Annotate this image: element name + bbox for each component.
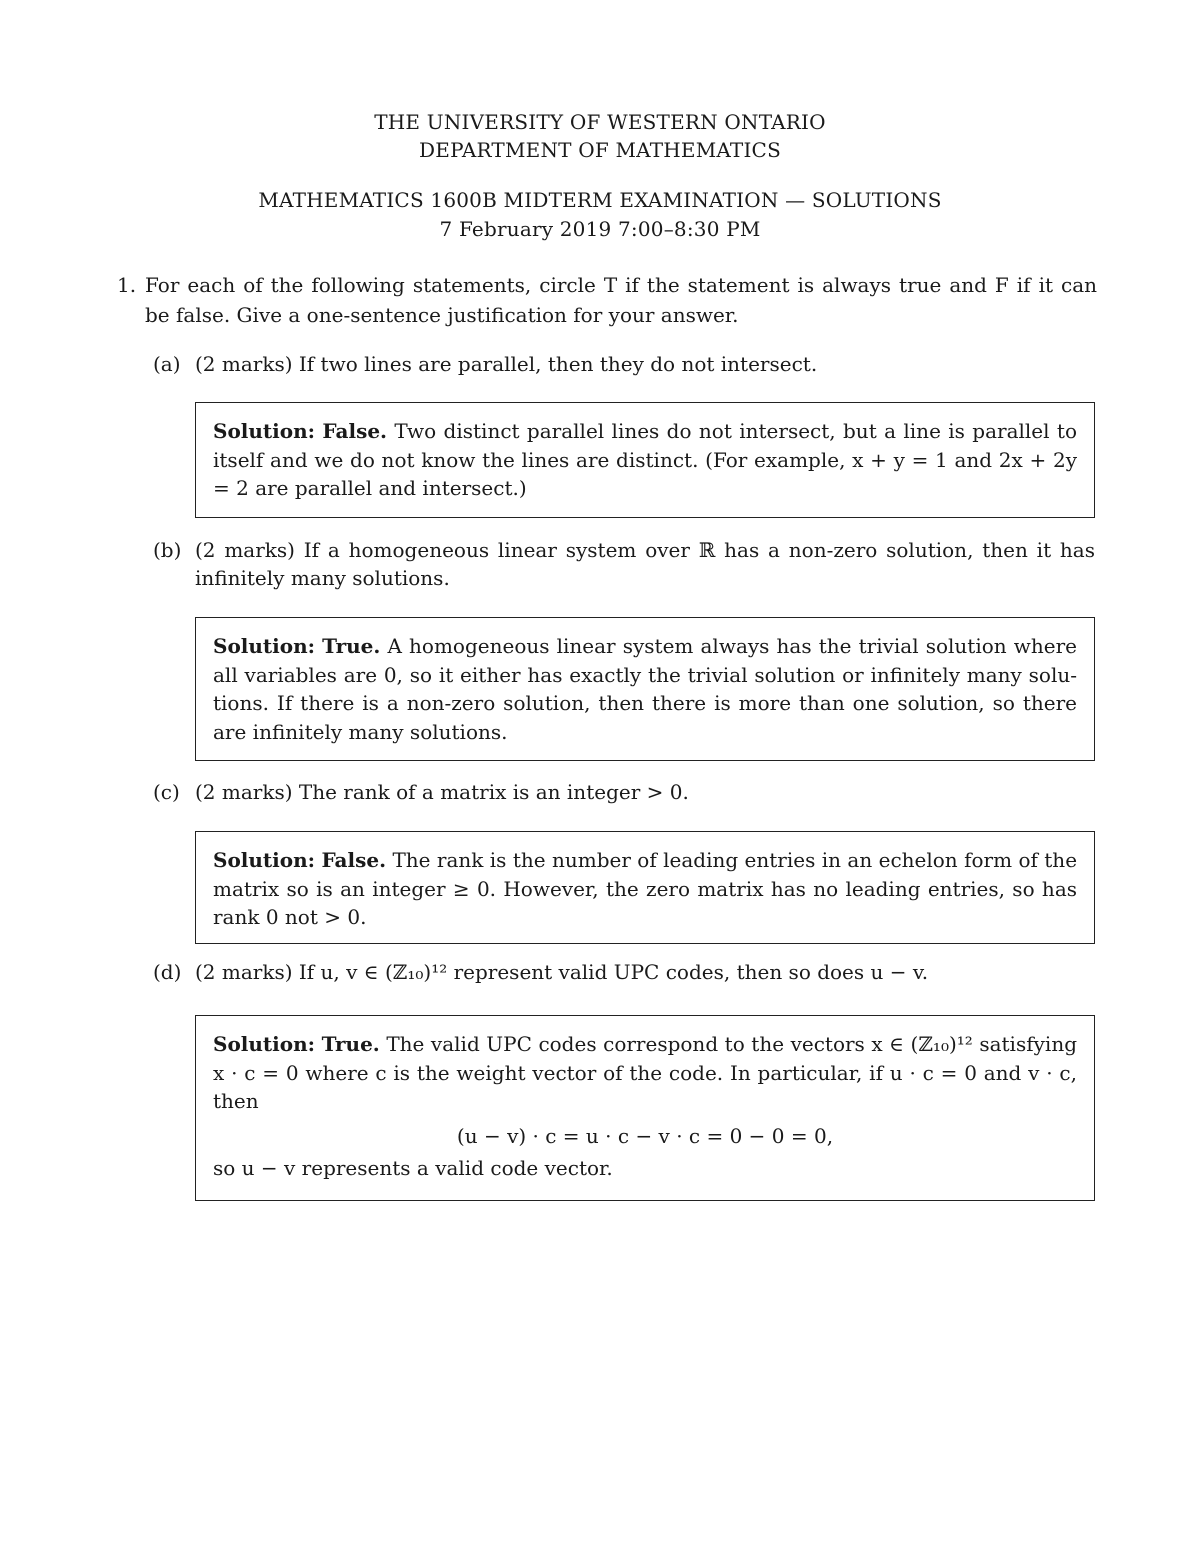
solution-a-text: Two distinct parallel lines do not intersect, but a line is parallel to itself and we do not know the lines are distinct. (For example, x + y = 1 and 2x + 2y = 2 are parallel and intersect.)	[213, 419, 1077, 500]
solution-c-heading: Solution:	[213, 848, 316, 872]
solution-box-a	[195, 402, 1095, 518]
part-c	[153, 778, 1095, 806]
solution-b-text: A homogeneous linear system always has the trivial solution where all variables are 0, so it either has exactly the trivial solution or infinitely many solu- tions. If there is a non-zero solution, then there is more than one solution, so there are infinitely many solutions.	[213, 634, 1078, 744]
part-b-statement: (2 marks) If a homogeneous linear system over ℝ has a non-zero solution, then it has infinitely many solutions.	[195, 538, 1095, 590]
part-c-statement: (2 marks) The rank of a matrix is an integer > 0.	[195, 780, 689, 804]
part-c-label: (c)	[153, 780, 180, 804]
part-a-statement: (2 marks) If two lines are parallel, then they do not intersect.	[195, 352, 818, 376]
solution-d-conclusion: so u − v represents a valid code vector.	[213, 1156, 613, 1180]
exam-title: MATHEMATICS 1600B MIDTERM EXAMINATION — SOLUTIONS	[258, 188, 942, 212]
solution-d-equation: (u − v) · c = u · c − v · c = 0 − 0 = 0,	[456, 1123, 834, 1148]
solution-a-heading: Solution:	[213, 419, 316, 443]
solution-b-verdict: True.	[322, 634, 381, 658]
part-d-statement: (2 marks) If u, v ∈ (ℤ₁₀)¹² represent valid UPC codes, then so does u − v.	[195, 960, 929, 984]
part-a	[153, 350, 1095, 378]
part-b	[153, 536, 1095, 592]
exam-date: 7 February 2019 7:00–8:30 PM	[439, 217, 761, 241]
question-number: 1.	[117, 273, 137, 297]
part-b-label: (b)	[153, 538, 182, 562]
solution-box-d	[195, 1015, 1095, 1201]
solution-a-verdict: False.	[322, 419, 388, 443]
solution-box-c	[195, 831, 1095, 944]
solution-c-verdict: False.	[321, 848, 387, 872]
question-text: For each of the following statements, circle T if the statement is always true and F if it can be false. Give a one-sentence justification for your answer.	[145, 273, 1097, 327]
solution-d-text: The valid UPC codes correspond to the vectors x ∈ (ℤ₁₀)¹² satisfying x · c = 0 where c is the weight vector of the code. In particular, if u · c = 0 and v · c, then	[213, 1032, 1078, 1113]
solution-box-b	[195, 617, 1095, 761]
solution-c-text: The rank is the number of leading entries in an echelon form of the matrix so is an integer ≥ 0. However, the zero matrix has no leading entries, so has rank 0 not > 0.	[213, 848, 1078, 929]
solution-d-heading: Solution:	[213, 1032, 316, 1056]
part-a-label: (a)	[153, 352, 181, 376]
university-name: THE UNIVERSITY OF WESTERN ONTARIO	[374, 110, 826, 134]
solution-d-verdict: True.	[321, 1032, 380, 1056]
part-d-label: (d)	[153, 960, 182, 984]
solution-b-heading: Solution:	[213, 634, 316, 658]
question-1	[117, 270, 1097, 330]
department-name: DEPARTMENT OF MATHEMATICS	[419, 138, 781, 162]
part-d	[153, 958, 1095, 986]
